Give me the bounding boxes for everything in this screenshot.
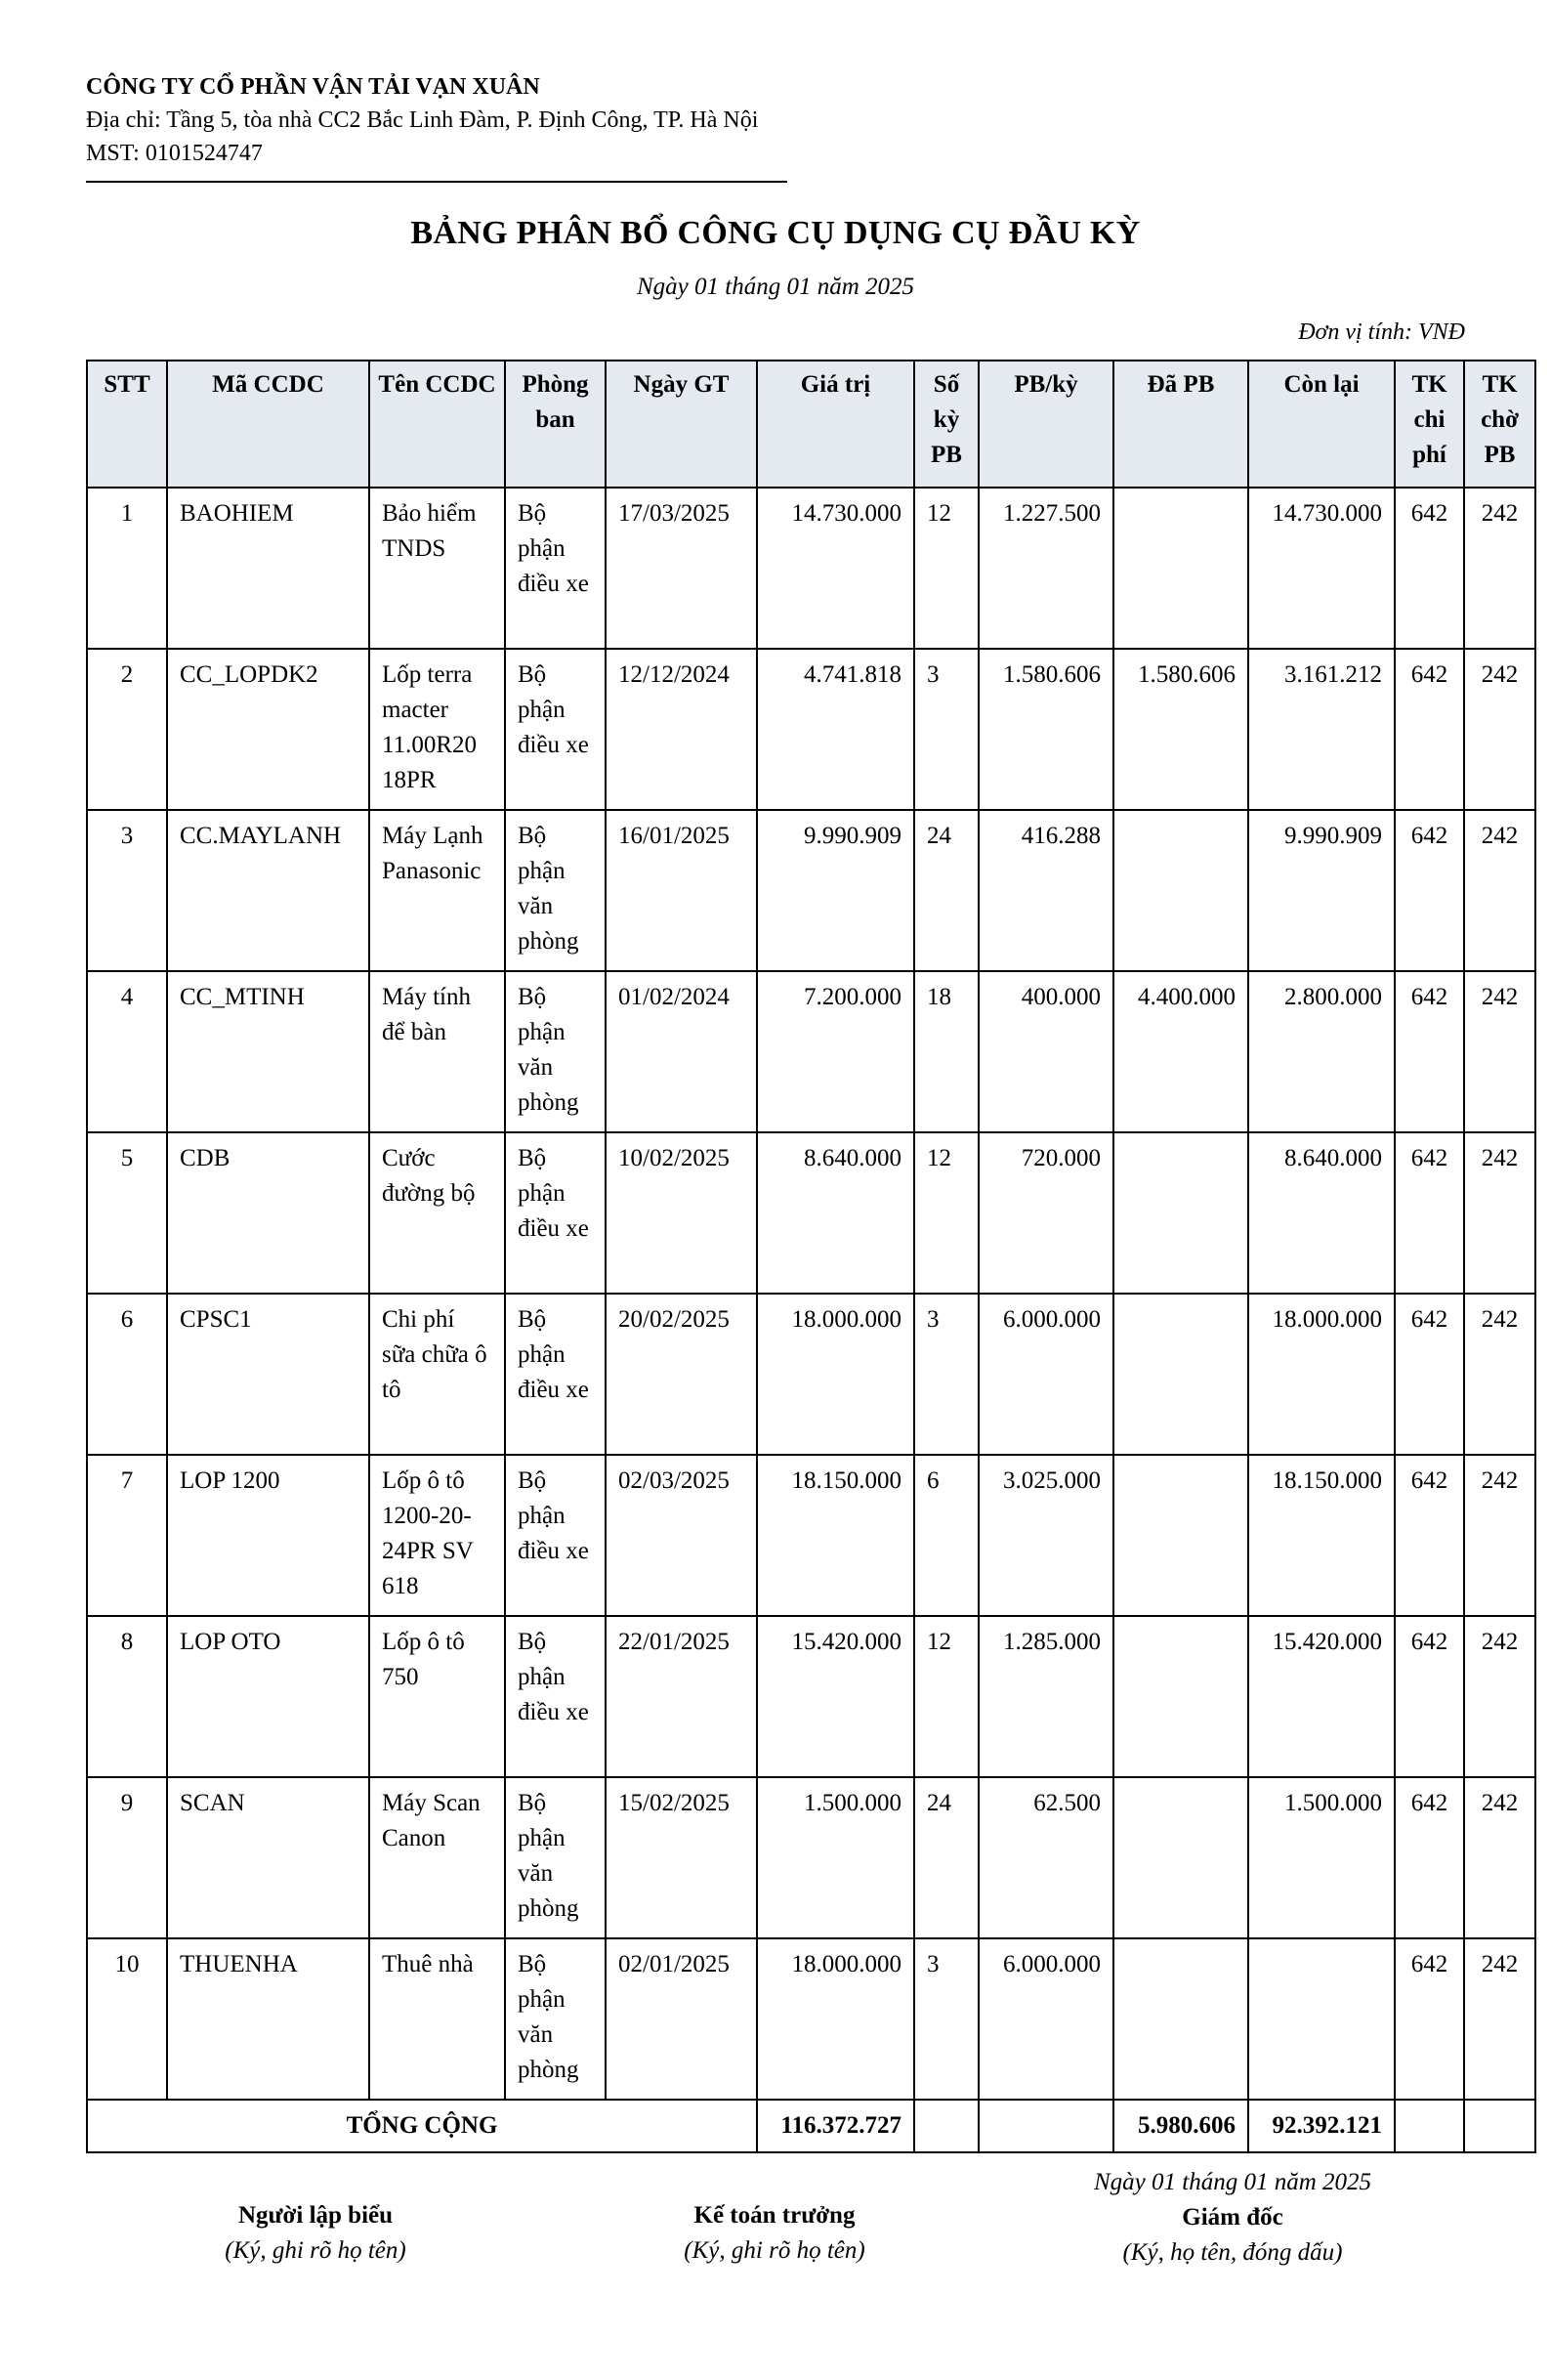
table-row	[87, 1777, 1535, 1938]
header-divider	[86, 181, 787, 183]
cell-stt: 10	[87, 1938, 167, 2100]
cell-gia-tri: 14.730.000	[757, 488, 914, 649]
preparer-hint: (Ký, ghi rõ họ tên)	[225, 2237, 406, 2264]
cell-ma-ccdc: LOP OTO	[167, 1616, 369, 1777]
preparer-role: Người lập biểu	[237, 2202, 394, 2229]
cell-da-pb: 4.400.000	[1113, 971, 1248, 1132]
company-name: CÔNG TY CỔ PHẦN VẬN TẢI VẠN XUÂN	[86, 74, 540, 100]
cell-phong-ban: Bộ phận điều xe	[505, 1294, 606, 1455]
cell-stt: 5	[87, 1132, 167, 1294]
cell-stt: 8	[87, 1616, 167, 1777]
cell-tk-chi-phi: 642	[1395, 810, 1464, 971]
cell-tk-cho-pb: 242	[1464, 1455, 1535, 1616]
header-ten-ccdc: Tên CCDC	[369, 361, 505, 488]
director-role: Giám đốc	[1182, 2204, 1283, 2231]
cell-ten-ccdc: Máy Lạnh Panasonic	[369, 810, 505, 971]
cell-stt: 9	[87, 1777, 167, 1938]
cell-so-ky-pb: 3	[914, 649, 979, 810]
cell-so-ky-pb: 24	[914, 810, 979, 971]
cell-da-pb	[1113, 1777, 1248, 1938]
cell-phong-ban: Bộ phận điều xe	[505, 649, 606, 810]
cell-ngay-gt: 02/03/2025	[606, 1455, 757, 1616]
cell-da-pb	[1113, 488, 1248, 649]
cell-stt: 1	[87, 488, 167, 649]
cell-stt: 2	[87, 649, 167, 810]
cell-stt: 6	[87, 1294, 167, 1455]
cell-ten-ccdc: Lốp ô tô 750	[369, 1616, 505, 1777]
cell-da-pb	[1113, 1294, 1248, 1455]
total-con-lai: 92.392.121	[1248, 2100, 1395, 2152]
header-gia-tri: Giá trị	[757, 361, 914, 488]
cell-con-lai: 1.500.000	[1248, 1777, 1395, 1938]
signature-director	[1037, 2165, 1428, 2271]
header-tk-cho-pb: TK chờ PB	[1464, 361, 1535, 488]
cell-stt: 3	[87, 810, 167, 971]
cell-tk-cho-pb: 242	[1464, 649, 1535, 810]
cell-ma-ccdc: SCAN	[167, 1777, 369, 1938]
cell-tk-cho-pb: 242	[1464, 1616, 1535, 1777]
cell-tk-cho-pb: 242	[1464, 810, 1535, 971]
report-title: BẢNG PHÂN BỔ CÔNG CỤ DỤNG CỤ ĐẦU KỲ	[410, 215, 1141, 251]
total-label: TỔNG CỘNG	[87, 2100, 757, 2152]
table-row	[87, 1938, 1535, 2100]
cell-tk-cho-pb: 242	[1464, 488, 1535, 649]
cell-da-pb: 1.580.606	[1113, 649, 1248, 810]
cell-ten-ccdc: Chi phí sữa chữa ô tô	[369, 1294, 505, 1455]
cell-ma-ccdc: THUENHA	[167, 1938, 369, 2100]
cell-ma-ccdc: LOP 1200	[167, 1455, 369, 1616]
cell-tk-cho-pb: 242	[1464, 971, 1535, 1132]
signature-preparer	[164, 2198, 467, 2269]
director-hint: (Ký, họ tên, đóng dấu)	[1122, 2239, 1343, 2266]
cell-so-ky-pb: 3	[914, 1294, 979, 1455]
cell-tk-cho-pb: 242	[1464, 1938, 1535, 2100]
table-row	[87, 488, 1535, 649]
table-row	[87, 971, 1535, 1132]
accountant-hint: (Ký, ghi rõ họ tên)	[684, 2237, 865, 2264]
signature-accountant	[623, 2198, 926, 2269]
cell-gia-tri: 4.741.818	[757, 649, 914, 810]
total-empty-tk-cp	[1395, 2100, 1464, 2152]
total-empty-pb-ky	[979, 2100, 1113, 2152]
cell-tk-chi-phi: 642	[1395, 1777, 1464, 1938]
cell-gia-tri: 18.150.000	[757, 1455, 914, 1616]
cell-tk-cho-pb: 242	[1464, 1777, 1535, 1938]
cell-con-lai	[1248, 1938, 1395, 2100]
cell-phong-ban: Bộ phận điều xe	[505, 1616, 606, 1777]
accountant-role: Kế toán trưởng	[693, 2202, 856, 2229]
cell-so-ky-pb: 12	[914, 1616, 979, 1777]
cell-da-pb	[1113, 1616, 1248, 1777]
report-date: Ngày 01 tháng 01 năm 2025	[636, 274, 915, 300]
cell-tk-chi-phi: 642	[1395, 649, 1464, 810]
cell-phong-ban: Bộ phận điều xe	[505, 1132, 606, 1294]
cell-ma-ccdc: BAOHIEM	[167, 488, 369, 649]
cell-pb-ky: 400.000	[979, 971, 1113, 1132]
cell-ten-ccdc: Cước đường bộ	[369, 1132, 505, 1294]
table-row	[87, 1616, 1535, 1777]
cell-gia-tri: 15.420.000	[757, 1616, 914, 1777]
cell-stt: 4	[87, 971, 167, 1132]
cell-tk-chi-phi: 642	[1395, 1294, 1464, 1455]
cell-tk-chi-phi: 642	[1395, 1455, 1464, 1616]
cell-phong-ban: Bộ phận văn phòng	[505, 1777, 606, 1938]
company-address: Địa chỉ: Tầng 5, tòa nhà CC2 Bắc Linh Đàm, P. Định Công, TP. Hà Nội	[86, 107, 759, 133]
company-info	[86, 70, 789, 170]
cell-ngay-gt: 16/01/2025	[606, 810, 757, 971]
cell-ma-ccdc: CC_MTINH	[167, 971, 369, 1132]
cell-ma-ccdc: CC_LOPDK2	[167, 649, 369, 810]
table-row	[87, 1132, 1535, 1294]
cell-pb-ky: 3.025.000	[979, 1455, 1113, 1616]
cell-tk-chi-phi: 642	[1395, 971, 1464, 1132]
cell-phong-ban: Bộ phận văn phòng	[505, 810, 606, 971]
cell-con-lai: 8.640.000	[1248, 1132, 1395, 1294]
company-tax-code: MST: 0101524747	[86, 141, 263, 166]
cell-so-ky-pb: 3	[914, 1938, 979, 2100]
header-tk-chi-phi: TK chi phí	[1395, 361, 1464, 488]
header-ma-ccdc: Mã CCDC	[167, 361, 369, 488]
cell-con-lai: 15.420.000	[1248, 1616, 1395, 1777]
table-row	[87, 1455, 1535, 1616]
cell-con-lai: 14.730.000	[1248, 488, 1395, 649]
header-con-lai: Còn lại	[1248, 361, 1395, 488]
cell-da-pb	[1113, 1455, 1248, 1616]
cell-phong-ban: Bộ phận văn phòng	[505, 971, 606, 1132]
cell-con-lai: 2.800.000	[1248, 971, 1395, 1132]
cell-pb-ky: 1.580.606	[979, 649, 1113, 810]
cell-gia-tri: 18.000.000	[757, 1294, 914, 1455]
cell-con-lai: 18.150.000	[1248, 1455, 1395, 1616]
cell-pb-ky: 720.000	[979, 1132, 1113, 1294]
cell-so-ky-pb: 18	[914, 971, 979, 1132]
total-empty-tk-cho	[1464, 2100, 1535, 2152]
cell-phong-ban: Bộ phận điều xe	[505, 488, 606, 649]
cell-gia-tri: 1.500.000	[757, 1777, 914, 1938]
cell-ngay-gt: 22/01/2025	[606, 1616, 757, 1777]
cell-stt: 7	[87, 1455, 167, 1616]
cell-da-pb	[1113, 1132, 1248, 1294]
cell-pb-ky: 6.000.000	[979, 1938, 1113, 2100]
cell-con-lai: 18.000.000	[1248, 1294, 1395, 1455]
cell-gia-tri: 8.640.000	[757, 1132, 914, 1294]
cell-pb-ky: 62.500	[979, 1777, 1113, 1938]
cell-tk-chi-phi: 642	[1395, 1938, 1464, 2100]
cell-gia-tri: 18.000.000	[757, 1938, 914, 2100]
cell-pb-ky: 416.288	[979, 810, 1113, 971]
total-empty-so-ky	[914, 2100, 979, 2152]
cell-tk-cho-pb: 242	[1464, 1294, 1535, 1455]
cell-tk-chi-phi: 642	[1395, 1132, 1464, 1294]
cell-so-ky-pb: 24	[914, 1777, 979, 1938]
cell-da-pb	[1113, 1938, 1248, 2100]
header-da-pb: Đã PB	[1113, 361, 1248, 488]
cell-tk-chi-phi: 642	[1395, 488, 1464, 649]
header-pb-ky: PB/kỳ	[979, 361, 1113, 488]
cell-gia-tri: 9.990.909	[757, 810, 914, 971]
total-gia-tri: 116.372.727	[757, 2100, 914, 2152]
cell-ten-ccdc: Lốp ô tô 1200-20-24PR SV 618	[369, 1455, 505, 1616]
cell-gia-tri: 7.200.000	[757, 971, 914, 1132]
cell-ma-ccdc: CC.MAYLANH	[167, 810, 369, 971]
cell-con-lai: 3.161.212	[1248, 649, 1395, 810]
cell-ngay-gt: 12/12/2024	[606, 649, 757, 810]
table-header-row	[87, 361, 1535, 488]
header-stt: STT	[87, 361, 167, 488]
cell-so-ky-pb: 12	[914, 1132, 979, 1294]
cell-ngay-gt: 10/02/2025	[606, 1132, 757, 1294]
cell-ten-ccdc: Máy tính để bàn	[369, 971, 505, 1132]
cell-so-ky-pb: 6	[914, 1455, 979, 1616]
director-date: Ngày 01 tháng 01 năm 2025	[1093, 2169, 1372, 2195]
cell-ma-ccdc: CPSC1	[167, 1294, 369, 1455]
cell-tk-cho-pb: 242	[1464, 1132, 1535, 1294]
allocation-table	[86, 360, 1536, 2153]
cell-ngay-gt: 01/02/2024	[606, 971, 757, 1132]
table-row	[87, 649, 1535, 810]
cell-ten-ccdc: Lốp terra macter 11.00R20 18PR	[369, 649, 505, 810]
table-row	[87, 1294, 1535, 1455]
header-ngay-gt: Ngày GT	[606, 361, 757, 488]
cell-tk-chi-phi: 642	[1395, 1616, 1464, 1777]
total-da-pb: 5.980.606	[1113, 2100, 1248, 2152]
cell-ngay-gt: 02/01/2025	[606, 1938, 757, 2100]
cell-ten-ccdc: Máy Scan Canon	[369, 1777, 505, 1938]
cell-ten-ccdc: Bảo hiểm TNDS	[369, 488, 505, 649]
header-phong-ban: Phòng ban	[505, 361, 606, 488]
cell-phong-ban: Bộ phận văn phòng	[505, 1938, 606, 2100]
cell-ngay-gt: 17/03/2025	[606, 488, 757, 649]
cell-ma-ccdc: CDB	[167, 1132, 369, 1294]
cell-pb-ky: 1.285.000	[979, 1616, 1113, 1777]
cell-pb-ky: 6.000.000	[979, 1294, 1113, 1455]
cell-so-ky-pb: 12	[914, 488, 979, 649]
currency-unit: Đơn vị tính: VNĐ	[1298, 319, 1465, 345]
cell-ngay-gt: 20/02/2025	[606, 1294, 757, 1455]
header-so-ky-pb: Số kỳ PB	[914, 361, 979, 488]
cell-ngay-gt: 15/02/2025	[606, 1777, 757, 1938]
cell-ten-ccdc: Thuê nhà	[369, 1938, 505, 2100]
cell-con-lai: 9.990.909	[1248, 810, 1395, 971]
total-row	[87, 2100, 1535, 2152]
table-row	[87, 810, 1535, 971]
cell-da-pb	[1113, 810, 1248, 971]
cell-pb-ky: 1.227.500	[979, 488, 1113, 649]
cell-phong-ban: Bộ phận điều xe	[505, 1455, 606, 1616]
